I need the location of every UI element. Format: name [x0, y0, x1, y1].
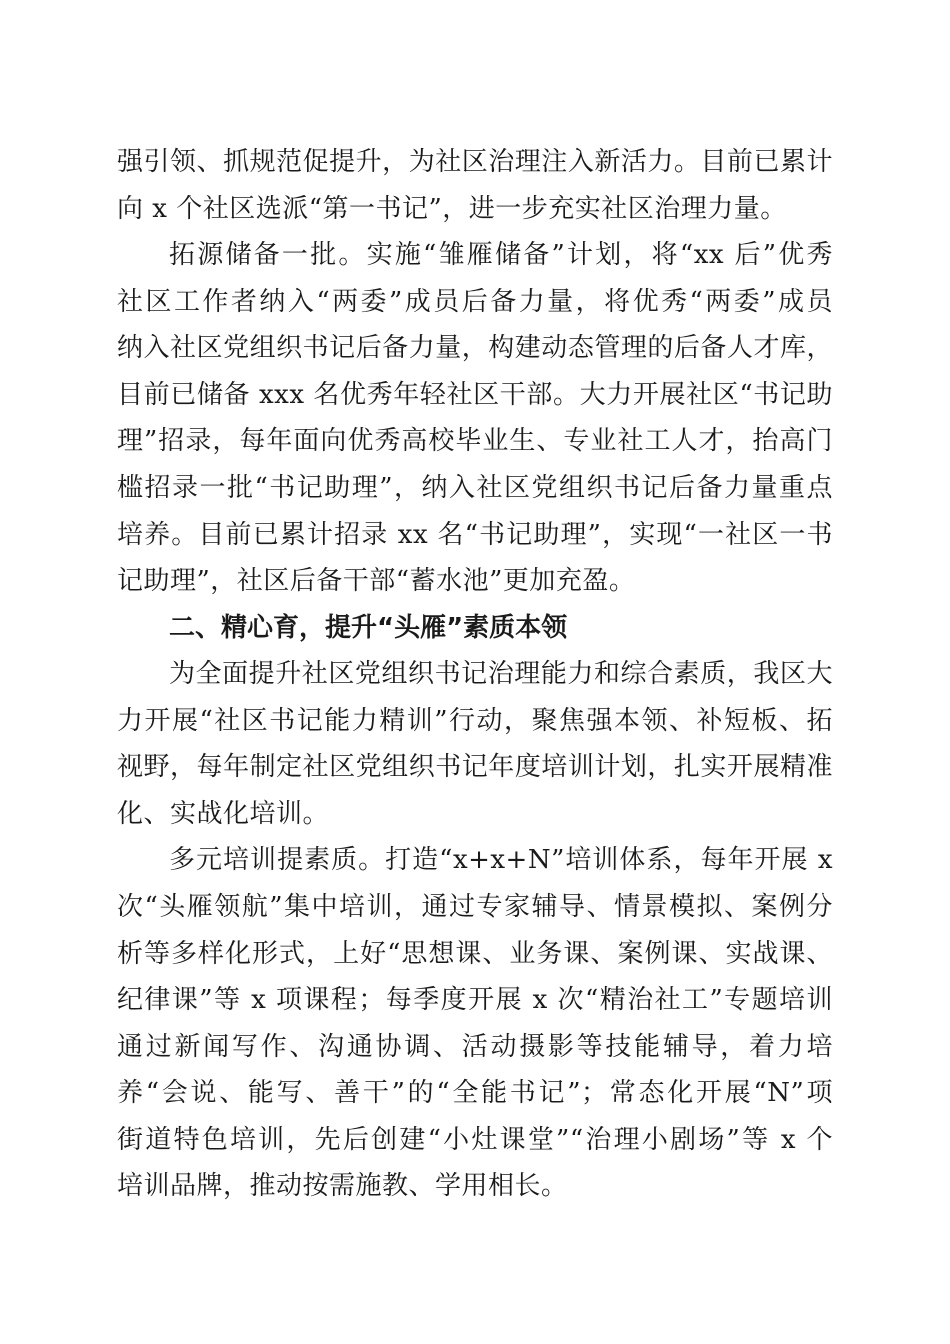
- paragraph-line: 街道特色培训，先后创建“小灶课堂”“治理小剧场”等 x 个: [117, 1125, 833, 1155]
- paragraph-line: 为全面提升社区党组织书记治理能力和综合素质，我区大: [169, 659, 833, 689]
- paragraph-line: 力开展“社区书记能力精训”行动，聚焦强本领、补短板、拓: [117, 706, 833, 736]
- paragraph-line: 多元培训提素质。打造“x+x+N”培训体系，每年开展 x: [169, 845, 833, 875]
- paragraph-line: 通过新闻写作、沟通协调、活动摄影等技能辅导，着力培: [117, 1032, 833, 1062]
- paragraph-line: 社区工作者纳入“两委”成员后备力量，将优秀“两委”成员: [117, 287, 833, 317]
- paragraph-line: 析等多样化形式，上好“思想课、业务课、案例课、实战课、: [117, 939, 833, 969]
- paragraph-line: 拓源储备一批。实施“雏雁储备”计划，将“xx 后”优秀: [169, 240, 833, 270]
- paragraph-line: 目前已储备 xxx 名优秀年轻社区干部。大力开展社区“书记助: [117, 380, 833, 410]
- paragraph-line: 化、实战化培训。: [117, 799, 330, 829]
- paragraph-line: 次“头雁领航”集中培训，通过专家辅导、情景模拟、案例分: [117, 892, 833, 922]
- paragraph-line: 理”招录，每年面向优秀高校毕业生、专业社工人才，抬高门: [117, 426, 833, 456]
- paragraph-line: 纳入社区党组织书记后备力量，构建动态管理的后备人才库，: [117, 333, 833, 363]
- section-heading: 二、精心育，提升“头雁”素质本领: [169, 613, 568, 643]
- paragraph-line: 视野，每年制定社区党组织书记年度培训计划，扎实开展精准: [117, 752, 833, 782]
- paragraph-line: 培训品牌，推动按需施教、学用相长。: [117, 1171, 568, 1201]
- paragraph-line: 养“会说、能写、善干”的“全能书记”；常态化开展“N”项: [117, 1078, 833, 1108]
- paragraph-line: 培养。目前已累计招录 xx 名“书记助理”，实现“一社区一书: [117, 520, 833, 550]
- paragraph-line: 强引领、抓规范促提升，为社区治理注入新活力。目前已累计: [117, 147, 833, 177]
- paragraph-line: 槛招录一批“书记助理”，纳入社区党组织书记后备力量重点: [117, 473, 833, 503]
- paragraph-line: 纪律课”等 x 项课程；每季度开展 x 次“精治社工”专题培训: [117, 985, 833, 1015]
- paragraph-line: 记助理”，社区后备干部“蓄水池”更加充盈。: [117, 566, 636, 596]
- paragraph-line: 向 x 个社区选派“第一书记”，进一步充实社区治理力量。: [117, 194, 787, 224]
